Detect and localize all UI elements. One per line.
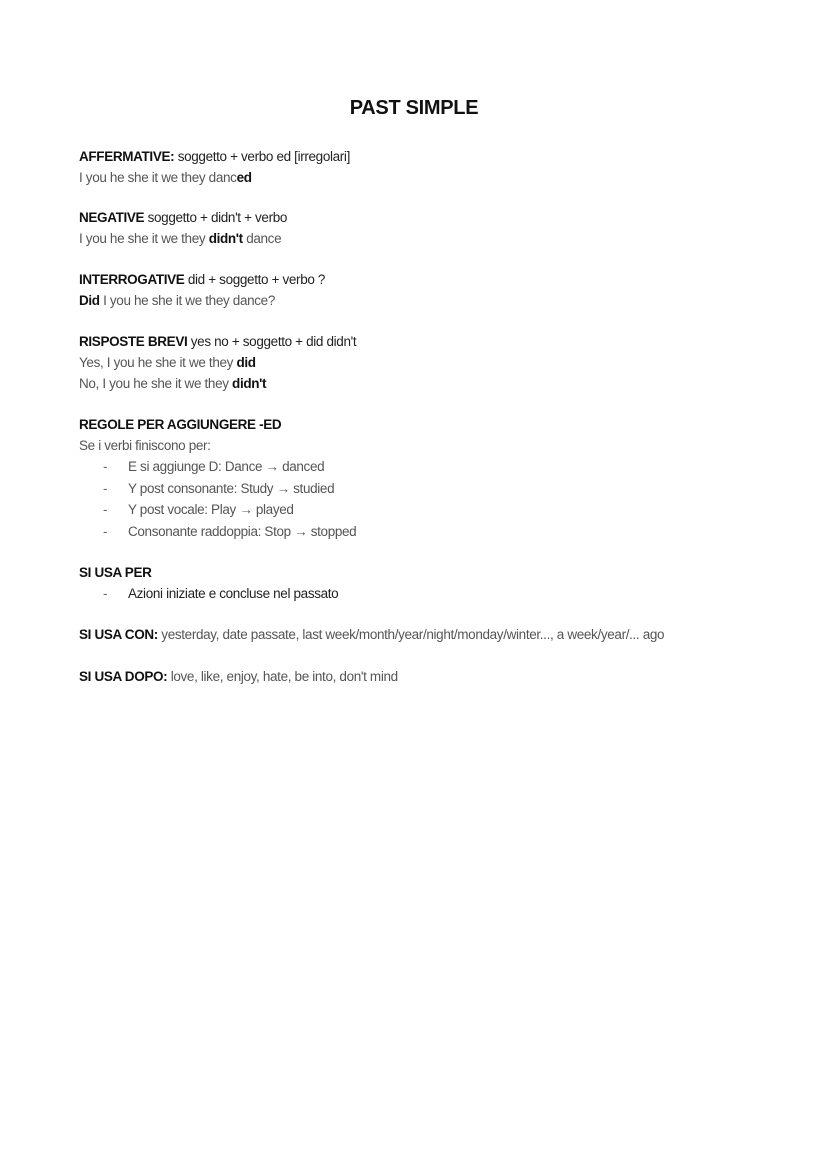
negative-example bbox=[79, 230, 281, 248]
negative-rule bbox=[79, 209, 287, 227]
short-answer-no bbox=[79, 375, 266, 393]
bullet-dash: - bbox=[103, 502, 108, 517]
list-item-text: Azioni iniziate e concluse nel passato bbox=[128, 586, 339, 601]
affirmative-rule bbox=[79, 148, 350, 166]
negative-label: NEGATIVE bbox=[79, 210, 145, 225]
used-after-line bbox=[79, 668, 398, 686]
example-text: No, I you he she it we they bbox=[79, 376, 233, 391]
interrogative-example bbox=[79, 292, 275, 310]
rule-text: yes no + soggetto + did didn't bbox=[187, 334, 357, 349]
bullet-dash: - bbox=[103, 524, 108, 539]
short-answer-yes bbox=[79, 354, 256, 372]
list-item-text: Y post consonante: Study → studied bbox=[128, 481, 335, 496]
interrogative-label: INTERROGATIVE bbox=[79, 272, 185, 287]
affirmative-example bbox=[79, 169, 252, 187]
interrogative-rule bbox=[79, 271, 325, 289]
list-item-text: Y post vocale: Play → played bbox=[128, 502, 294, 517]
example-text: I you he she it we they bbox=[79, 231, 209, 246]
used-with-label: SI USA CON: bbox=[79, 627, 158, 642]
used-after-label: SI USA DOPO: bbox=[79, 669, 168, 684]
rule-text: soggetto + verbo ed [irregolari] bbox=[174, 149, 350, 164]
short-answers-label: RISPOSTE BREVI bbox=[79, 334, 188, 349]
bullet-dash: - bbox=[103, 459, 108, 474]
example-bold: did bbox=[236, 355, 256, 370]
used-with-text: yesterday, date passate, last week/month/year/night/monday/winter..., a week/year/... ago bbox=[157, 627, 665, 642]
bullet-dash: - bbox=[103, 586, 108, 601]
example-bold: didn't bbox=[232, 376, 267, 391]
short-answers-rule bbox=[79, 333, 356, 351]
used-after-text: love, like, enjoy, hate, be into, don't mind bbox=[167, 669, 398, 684]
list-item bbox=[103, 523, 357, 541]
list-item-text: Consonante raddoppia: Stop → stopped bbox=[128, 524, 357, 539]
list-item bbox=[103, 480, 335, 498]
example-bold: Did bbox=[79, 293, 100, 308]
list-item bbox=[103, 458, 325, 476]
page-title: PAST SIMPLE bbox=[349, 97, 479, 119]
example-text: I you he she it we they dance? bbox=[99, 293, 275, 308]
list-item-text: E si aggiunge D: Dance → danced bbox=[128, 459, 325, 474]
example-bold: ed bbox=[236, 170, 252, 185]
list-item bbox=[103, 501, 294, 519]
example-bold: didn't bbox=[208, 231, 243, 246]
example-text: dance bbox=[242, 231, 282, 246]
rule-text: did + soggetto + verbo ? bbox=[184, 272, 326, 287]
example-text: Yes, I you he she it we they bbox=[79, 355, 237, 370]
affirmative-label: AFFERMATIVE: bbox=[79, 149, 175, 164]
ed-rules-heading: REGOLE PER AGGIUNGERE -ED bbox=[79, 417, 282, 432]
list-item bbox=[103, 585, 339, 603]
used-with-line bbox=[79, 626, 664, 644]
ed-rules-intro: Se i verbi finiscono per: bbox=[79, 438, 211, 453]
usage-heading: SI USA PER bbox=[79, 565, 152, 580]
bullet-dash: - bbox=[103, 481, 108, 496]
example-text: I you he she it we they danc bbox=[79, 170, 237, 185]
rule-text: soggetto + didn't + verbo bbox=[144, 210, 288, 225]
